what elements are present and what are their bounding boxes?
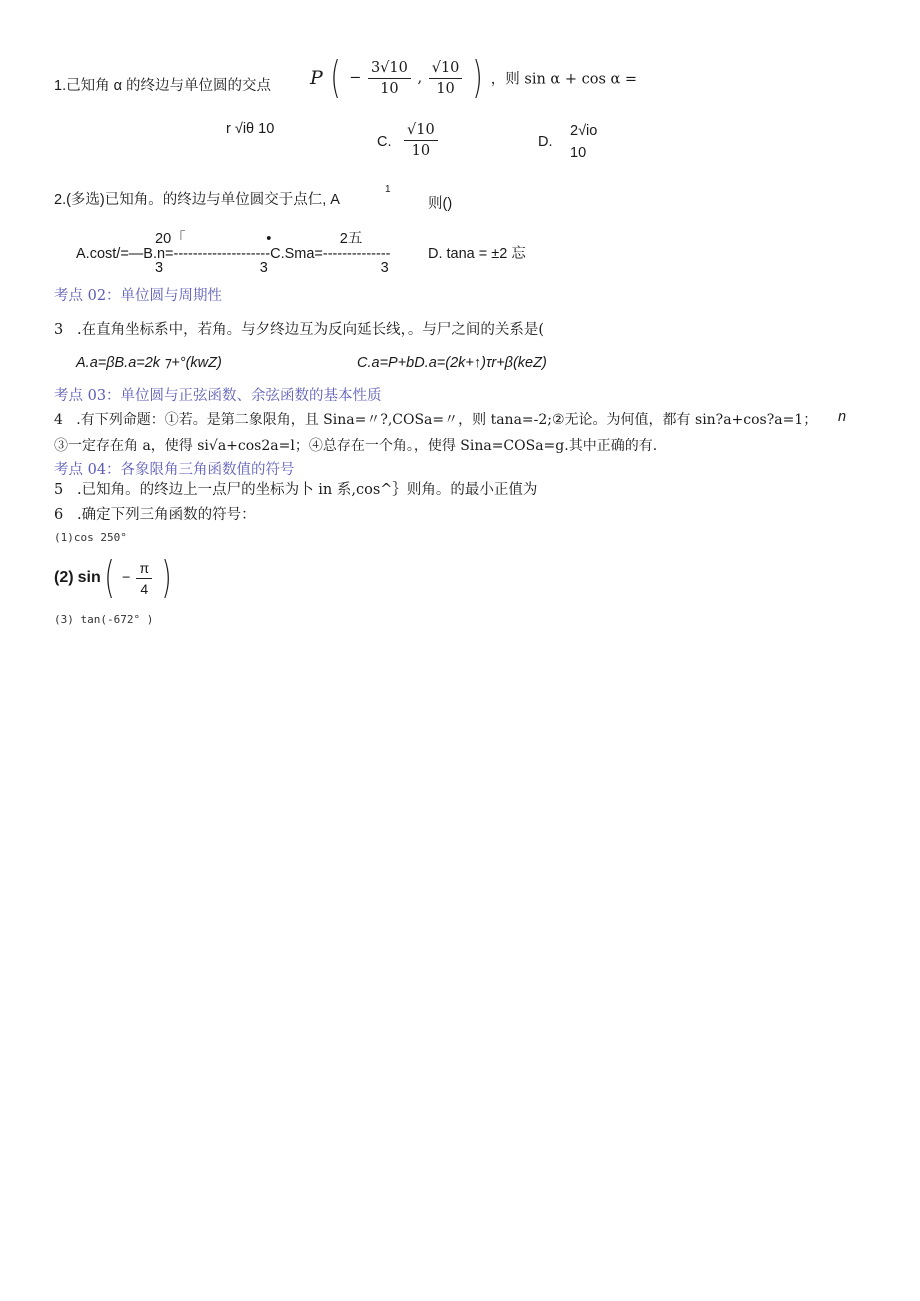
q6-item-2-fraction [136,559,152,598]
q1-option-c-denominator: 10 [411,143,431,159]
q6-item-2-function: sin [77,569,101,586]
p-x-denominator: 10 [380,80,399,97]
q6-item-1: (1)cos 250° [54,531,127,544]
left-paren-icon: ( [330,52,342,103]
question-2-superscript: 1 [385,184,391,195]
question-5-text: 5 .已知角。的终边上一点尸的坐标为卜 in 系,cos^｝则角。的最小正值为 [54,482,538,498]
right-paren-icon: ) [472,52,483,103]
q6-item-2-right-paren-icon: ) [161,552,172,603]
q6-item-2-sign: − [121,570,131,586]
point-p-coordinates: P ( − $\frac{3√10}{10}$ , $\frac{√10}{10}$ ) ，则 sin α + cos α = [310,52,638,103]
p-x-numerator: 3√10 [368,59,411,79]
p-y-denominator: 10 [436,80,455,97]
section-heading-02: 考点 02：单位圆与周期性 [54,288,223,304]
question-2-tail: 则() [428,196,453,212]
q3-options-cd: C.a=P+bD.a=(2k+↑)τr+β(keZ) [357,355,547,371]
q2-option-d: D. tana = ±2 忘 [428,246,526,262]
question-6-text: 6 .确定下列三角函数的符号： [54,507,256,523]
q1-option-c-label: C. [377,134,392,150]
q6-item-2-denominator: 4 [140,580,149,597]
q6-item-3: (3) tan(-672° ) [54,613,154,626]
p-y-numerator: √10 [429,59,463,79]
q1-option-c-fraction [402,121,440,160]
q1-option-d-value [570,120,597,164]
p-x-fraction [368,59,411,98]
question-1-tail: ，则 sin α + cos α = [490,71,638,88]
q1-option-b: r √iθ 10 [226,121,275,137]
q6-item-2-left-paren-icon: ( [104,552,115,603]
question-3-text: 3 .在直角坐标系中，若角。与夕终边互为反向延长线，。与尸之间的关系是( [54,322,545,338]
q2-options-bottom-line: 3 3 3 [155,260,389,276]
point-p-label: P [310,67,323,89]
q1-option-d-label: D. [538,134,553,150]
q2-options-top-line: 20「 • 2五 [155,231,363,247]
q6-item-2 [54,552,175,603]
p-comma: , [417,70,423,86]
q6-item-2-numerator: π [136,559,152,579]
q6-item-2-label: (2) [54,569,74,586]
q1-option-c-numerator: √10 [404,121,438,141]
q1-option-d-numerator: 2√io [570,123,598,139]
question-2-text: 2.(多选)已知角。的终边与单位圆交于点仁, A [54,192,340,208]
question-4-line-2: ③一定存在角 a，使得 si√a+cos2a=l；④总存在一个角。，使得 Sina=COSa=g.其中正确的有. [54,438,658,454]
q2-options-main-line: A.cost/=—B.n=--------------------C.Sma=-------------- [76,246,391,262]
p-y-fraction [429,59,463,98]
question-4-line-1: 4 .有下列命题：①若。是第二象限角，且 Sina=〃?,COSa=〃，则 tana=-2;②无论。为何值，都有 sin?a+cos?a=1； [54,412,818,428]
q1-option-d-denominator: 10 [570,145,587,161]
q3-options-ab: A.a=βB.a=2k ⁊+°(kwZ) [76,355,222,371]
question-4-line-1-tail: n [838,409,847,425]
question-1-text: 1.己知角 α 的终边与单位圆的交点 [54,78,272,94]
section-heading-04: 考点 04：各象限角三角函数值的符号 [54,462,295,478]
section-heading-03: 考点 03：单位圆与正弦函数、余弦函数的基本性质 [54,388,382,404]
